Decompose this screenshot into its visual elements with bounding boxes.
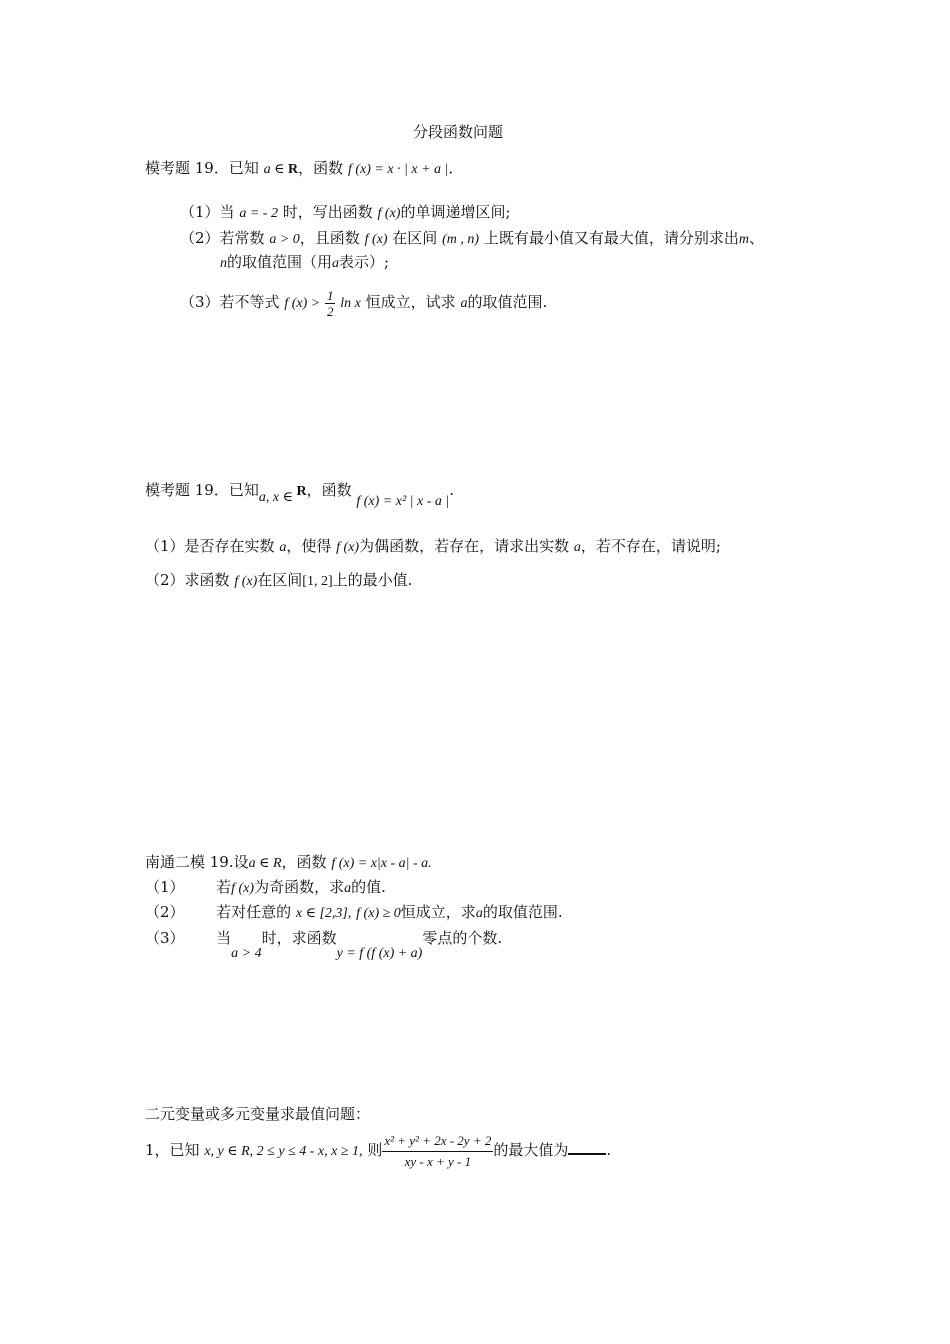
math-expression: a > 0	[269, 232, 300, 247]
text: ，函数	[281, 853, 327, 871]
text: 零点的个数.	[422, 929, 503, 947]
text: 时，求函数	[261, 929, 337, 947]
math-expression: f (x) >	[284, 296, 321, 311]
text: 时，写出函数	[282, 203, 373, 221]
function-definition: f (x) = x · | x + a |	[347, 162, 449, 177]
math-expression: x, y ∈ R, 2 ≤ y ≤ 4 - x, x ≥ 1,	[204, 1144, 363, 1159]
part-number: （3）	[145, 929, 185, 947]
problem-2-part-1	[145, 536, 721, 558]
text: 当	[216, 929, 232, 947]
math-expression: f (x)	[231, 881, 255, 896]
text: ，函数	[298, 159, 344, 177]
problem-1-part-3	[180, 286, 547, 320]
text: ，且函数	[299, 229, 360, 247]
text: 若对任意的	[216, 903, 292, 921]
math-expression: f (x)	[336, 540, 360, 555]
text: 1，已知	[145, 1141, 200, 1159]
problem-label: 南通二模 19.设	[145, 853, 249, 871]
math-set-R: R	[288, 162, 299, 177]
math-expression: m	[738, 232, 749, 247]
text: .	[606, 1141, 612, 1159]
text: 若	[216, 878, 232, 896]
fraction-numerator: x² + y² + 2x - 2y + 2	[382, 1131, 493, 1152]
fraction-denominator: xy - x + y - 1	[404, 1153, 472, 1169]
math-expression: a	[573, 540, 581, 555]
problem-1-header	[145, 158, 463, 180]
text: 表示）;	[339, 253, 390, 271]
math-expression: n	[220, 256, 227, 271]
problem-1-part-2-cont	[220, 252, 389, 274]
text: 为奇函数，求	[254, 878, 345, 896]
fraction-denominator: 2	[326, 303, 334, 319]
problem-3-part-1	[145, 877, 386, 899]
text: ，使得	[286, 537, 332, 555]
math-expression: f (x)	[364, 232, 388, 247]
text: （1）当	[180, 203, 235, 221]
function-definition: f (x) = x² | x - a |	[356, 494, 450, 509]
math-set-R: R	[296, 484, 307, 499]
math-expression: a	[332, 256, 340, 271]
page-title	[413, 122, 503, 142]
fraction-expression	[382, 1131, 493, 1172]
text: 在区间	[257, 571, 303, 589]
text: （2）求函数	[145, 571, 230, 589]
text: （2）若常数	[180, 229, 265, 247]
math-expression: a > 4	[231, 946, 262, 961]
function-definition: f (x) = x|x - a| - a.	[331, 856, 432, 871]
problem-3-part-2	[145, 902, 563, 924]
math-expression: a ∈ R	[248, 856, 282, 871]
math-expression: y = f (f (x) + a)	[336, 946, 423, 961]
problem-3-header	[145, 852, 432, 874]
text: （1）是否存在实数	[145, 537, 275, 555]
math-expression: a	[475, 906, 483, 921]
answer-blank	[568, 1139, 606, 1155]
problem-label: 模考题 19．已知	[145, 159, 259, 177]
fraction-numerator: 1	[326, 287, 334, 303]
text: 为偶函数，若存在，请求出实数	[359, 537, 570, 555]
text: 、	[748, 229, 764, 247]
text: 在区间	[392, 229, 438, 247]
problem-2-part-2	[145, 570, 412, 592]
text: 恒成立，求	[400, 903, 476, 921]
text: 上的最小值.	[332, 571, 413, 589]
fraction-one-half	[325, 288, 336, 319]
problem-label: 模考题 19．已知	[145, 481, 259, 499]
math-expression: a, x ∈	[258, 490, 297, 505]
problem-4-question-1	[145, 1128, 611, 1174]
math-expression: ln x	[340, 296, 361, 311]
text: ，函数	[306, 481, 352, 499]
problem-1-part-2	[180, 228, 764, 250]
math-expression: a ∈	[263, 162, 289, 177]
text: ．	[448, 159, 464, 177]
section-title: 二元变量或多元变量求最值问题：	[145, 1105, 371, 1123]
math-expression: f (x) ≥ 0	[356, 906, 401, 921]
text: 的值.	[351, 878, 386, 896]
part-number: （1）	[145, 878, 185, 896]
page-title-text: 分段函数问题	[413, 123, 504, 141]
text: （3）若不等式	[180, 293, 280, 311]
problem-2-header	[145, 480, 454, 509]
math-expression: x ∈ [2,3],	[295, 906, 352, 921]
text: 的单调递增区间;	[400, 203, 511, 221]
text: 的取值范围（用	[227, 253, 333, 271]
text: ，若不存在，请说明;	[580, 537, 721, 555]
math-expression: a	[279, 540, 287, 555]
math-expression: f (x)	[234, 574, 258, 589]
text: 的最大值为	[493, 1141, 569, 1159]
text: 的取值范围.	[482, 903, 563, 921]
section-heading	[145, 1104, 370, 1124]
math-expression: [1, 2]	[302, 574, 333, 589]
problem-1-part-1	[180, 202, 511, 224]
math-expression: a	[460, 296, 468, 311]
text: 上既有最小值又有最大值，请分别求出	[483, 229, 739, 247]
math-expression: (m , n)	[442, 232, 480, 247]
math-expression: f (x)	[377, 206, 401, 221]
text: 恒成立，试求	[365, 293, 456, 311]
math-expression: a	[344, 881, 352, 896]
problem-3-part-3	[145, 928, 503, 961]
text: 的取值范围.	[467, 293, 548, 311]
part-number: （2）	[145, 903, 185, 921]
text: .	[449, 481, 454, 499]
math-expression: a = - 2	[239, 206, 278, 221]
text: 则	[367, 1141, 383, 1159]
